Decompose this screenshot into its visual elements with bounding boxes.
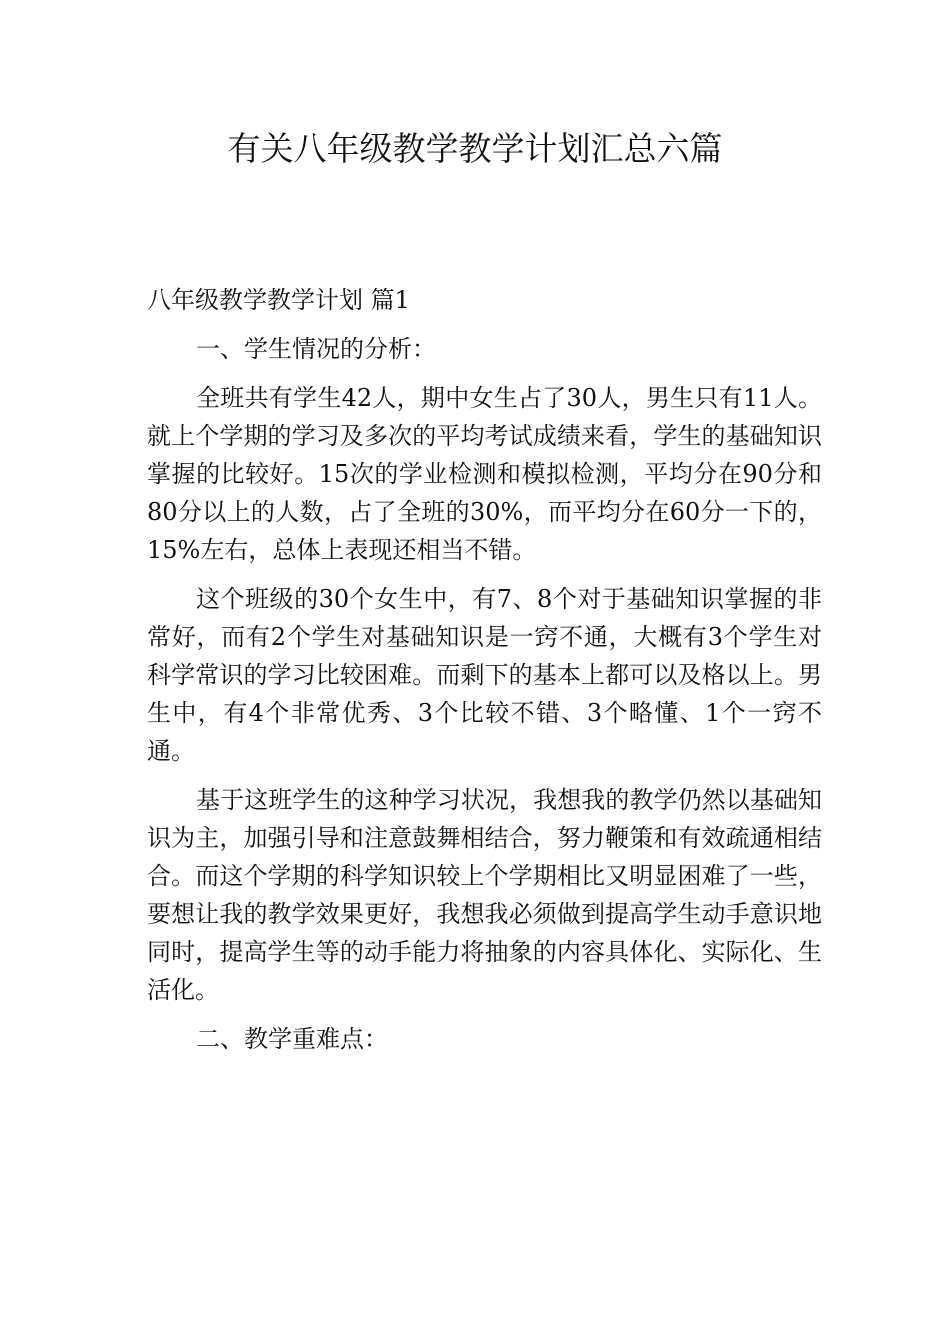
paragraph-girls-boys-performance: 这个班级的30个女生中，有7、8个对于基础知识掌握的非常好，而有2个学生对基础知识是一窍不通，大概有3个学生对科学常识的学习比较困难。而剩下的基本上都可以及格以上。男生中，有4个非常优秀、3个比较不错、3个略懂、1个一窍不通。: [147, 585, 822, 765]
paragraph-teaching-approach: 基于这班学生的这种学习状况，我想我的教学仍然以基础知识为主，加强引导和注意鼓舞相结合，努力鞭策和有效疏通相结合。而这个学期的科学知识较上个学期相比又明显困难了一些，要想让我的教学效果更好，我想我必须做到提高学生动手意识地同时，提高学生等的动手能力将抽象的内容具体化、实际化、生活化。: [147, 786, 822, 1004]
section-title-key-difficulties: 二、教学重难点：: [196, 1025, 388, 1053]
document-body: [147, 281, 822, 1058]
plan-heading: 八年级教学教学计划 篇1: [147, 286, 410, 314]
document-title: 有关八年级教学教学计划汇总六篇: [227, 129, 723, 168]
paragraph-class-overview: 全班共有学生42人，期中女生占了30人，男生只有11人。就上个学期的学习及多次的平均考试成绩来看，学生的基础知识掌握的比较好。15次的学业检测和模拟检测，平均分在90分和80分以上的人数，占了全班的30%，而平均分在60分一下的，15%左右，总体上表现还相当不错。: [147, 384, 822, 564]
section-title-student-analysis: 一、学生情况的分析：: [196, 335, 436, 363]
